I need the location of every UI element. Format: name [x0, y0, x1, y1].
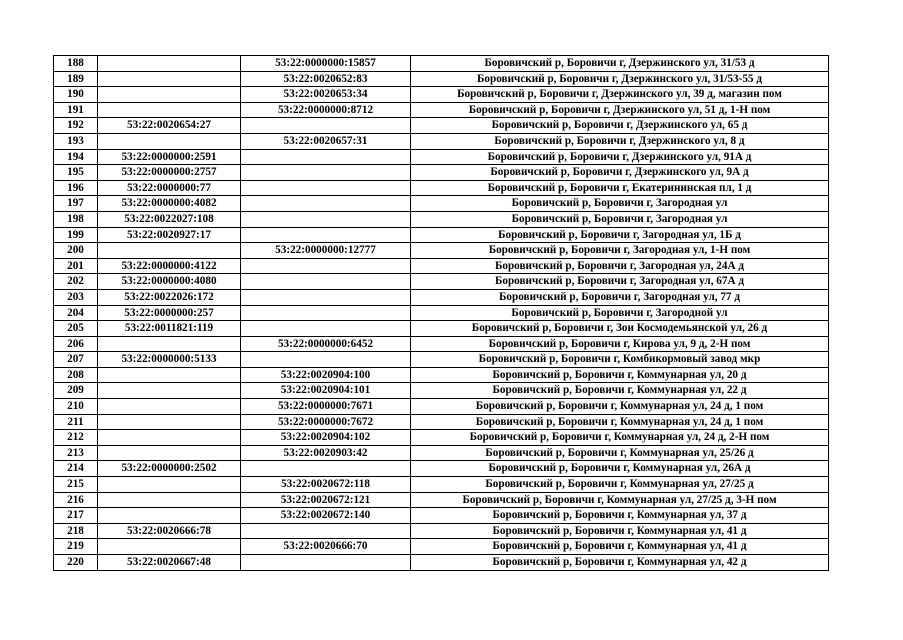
- address-cell: Боровичский р, Боровичи г, Зои Космодемьянской ул, 26 д: [411, 321, 829, 337]
- address-cell: Боровичский р, Боровичи г, Коммунарная ул, 24 д, 1 пом: [411, 414, 829, 430]
- cadastral-number-alt-cell: 53:22:0000000:7671: [241, 399, 411, 415]
- address-cell: Боровичский р, Боровичи г, Дзержинского ул, 39 д, магазин пом: [411, 87, 829, 103]
- table-row: [54, 289, 829, 305]
- cadastral-number-cell: [98, 87, 241, 103]
- table-row: [54, 211, 829, 227]
- cadastral-number-cell: 53:22:0022026:172: [98, 289, 241, 305]
- cadastral-number-cell: [98, 492, 241, 508]
- cadastral-number-cell: 53:22:0020927:17: [98, 227, 241, 243]
- cadastral-number-cell: [98, 508, 241, 524]
- table-row: [54, 461, 829, 477]
- address-cell: Боровичский р, Боровичи г, Дзержинского ул, 31/53-55 д: [411, 71, 829, 87]
- row-number-cell: 220: [54, 555, 98, 571]
- table-row: [54, 367, 829, 383]
- row-number-cell: 210: [54, 399, 98, 415]
- row-number-cell: 197: [54, 196, 98, 212]
- table-row: [54, 399, 829, 415]
- cadastral-number-alt-cell: [241, 211, 411, 227]
- cadastral-number-alt-cell: [241, 196, 411, 212]
- row-number-cell: 216: [54, 492, 98, 508]
- cadastral-number-cell: [98, 367, 241, 383]
- row-number-cell: 215: [54, 477, 98, 493]
- table-row: [54, 87, 829, 103]
- row-number-cell: 189: [54, 71, 98, 87]
- table-row: [54, 274, 829, 290]
- table-row: [54, 180, 829, 196]
- address-cell: Боровичский р, Боровичи г, Кирова ул, 9 д, 2-Н пом: [411, 336, 829, 352]
- address-cell: Боровичский р, Боровичи г, Коммунарная ул, 41 д: [411, 539, 829, 555]
- row-number-cell: 214: [54, 461, 98, 477]
- table-row: [54, 305, 829, 321]
- cadastral-number-cell: 53:22:0000000:77: [98, 180, 241, 196]
- cadastral-number-cell: [98, 133, 241, 149]
- table-row: [54, 555, 829, 571]
- table-row: [54, 227, 829, 243]
- cadastral-number-alt-cell: 53:22:0000000:15857: [241, 56, 411, 72]
- cadastral-number-alt-cell: [241, 461, 411, 477]
- row-number-cell: 203: [54, 289, 98, 305]
- table-row: [54, 523, 829, 539]
- cadastral-number-alt-cell: 53:22:0020904:100: [241, 367, 411, 383]
- address-cell: Боровичский р, Боровичи г, Коммунарная ул, 37 д: [411, 508, 829, 524]
- cadastral-number-alt-cell: [241, 118, 411, 134]
- address-cell: Боровичский р, Боровичи г, Дзержинского ул, 91А д: [411, 149, 829, 165]
- row-number-cell: 196: [54, 180, 98, 196]
- table-row: [54, 539, 829, 555]
- cadastral-number-alt-cell: 53:22:0020666:70: [241, 539, 411, 555]
- cadastral-number-alt-cell: 53:22:0020903:42: [241, 445, 411, 461]
- cadastral-number-cell: [98, 445, 241, 461]
- cadastral-number-alt-cell: 53:22:0000000:6452: [241, 336, 411, 352]
- row-number-cell: 204: [54, 305, 98, 321]
- cadastral-number-cell: 53:22:0000000:2591: [98, 149, 241, 165]
- cadastral-number-cell: 53:22:0000000:4082: [98, 196, 241, 212]
- cadastral-number-alt-cell: [241, 352, 411, 368]
- row-number-cell: 208: [54, 367, 98, 383]
- cadastral-number-cell: [98, 56, 241, 72]
- address-cell: Боровичский р, Боровичи г, Дзержинского ул, 65 д: [411, 118, 829, 134]
- address-cell: Боровичский р, Боровичи г, Комбикормовый завод мкр: [411, 352, 829, 368]
- table-row: [54, 196, 829, 212]
- row-number-cell: 188: [54, 56, 98, 72]
- cadastral-number-cell: [98, 243, 241, 259]
- row-number-cell: 193: [54, 133, 98, 149]
- cadastral-number-alt-cell: [241, 305, 411, 321]
- row-number-cell: 211: [54, 414, 98, 430]
- cadastral-number-cell: [98, 336, 241, 352]
- cadastral-number-cell: 53:22:0000000:4122: [98, 258, 241, 274]
- cadastral-number-cell: 53:22:0011821:119: [98, 321, 241, 337]
- table-row: [54, 430, 829, 446]
- address-cell: Боровичский р, Боровичи г, Загородная ул, 24А д: [411, 258, 829, 274]
- address-cell: Боровичский р, Боровичи г, Коммунарная ул, 24 д, 2-Н пом: [411, 430, 829, 446]
- cadastral-number-alt-cell: 53:22:0020672:140: [241, 508, 411, 524]
- row-number-cell: 218: [54, 523, 98, 539]
- table-row: [54, 414, 829, 430]
- row-number-cell: 195: [54, 165, 98, 181]
- row-number-cell: 205: [54, 321, 98, 337]
- cadastral-number-cell: 53:22:0000000:5133: [98, 352, 241, 368]
- row-number-cell: 213: [54, 445, 98, 461]
- row-number-cell: 200: [54, 243, 98, 259]
- table-row: [54, 492, 829, 508]
- cadastral-number-alt-cell: 53:22:0020672:121: [241, 492, 411, 508]
- cadastral-number-alt-cell: 53:22:0020904:101: [241, 383, 411, 399]
- cadastral-number-cell: [98, 102, 241, 118]
- cadastral-number-alt-cell: [241, 523, 411, 539]
- row-number-cell: 202: [54, 274, 98, 290]
- address-cell: Боровичский р, Боровичи г, Коммунарная ул, 22 д: [411, 383, 829, 399]
- table-row: [54, 149, 829, 165]
- cadastral-number-alt-cell: [241, 274, 411, 290]
- address-cell: Боровичский р, Боровичи г, Загородная ул, 77 д: [411, 289, 829, 305]
- cadastral-number-cell: 53:22:0000000:2757: [98, 165, 241, 181]
- registry-table-body: [54, 56, 829, 571]
- row-number-cell: 219: [54, 539, 98, 555]
- row-number-cell: 191: [54, 102, 98, 118]
- cadastral-number-alt-cell: [241, 227, 411, 243]
- address-cell: Боровичский р, Боровичи г, Дзержинского ул, 31/53 д: [411, 56, 829, 72]
- address-cell: Боровичский р, Боровичи г, Дзержинского ул, 8 д: [411, 133, 829, 149]
- row-number-cell: 206: [54, 336, 98, 352]
- row-number-cell: 190: [54, 87, 98, 103]
- row-number-cell: 209: [54, 383, 98, 399]
- cadastral-number-alt-cell: 53:22:0020652:83: [241, 71, 411, 87]
- table-row: [54, 336, 829, 352]
- property-registry-table: [53, 55, 829, 571]
- table-row: [54, 321, 829, 337]
- cadastral-number-alt-cell: 53:22:0000000:12777: [241, 243, 411, 259]
- cadastral-number-cell: 53:22:0022027:108: [98, 211, 241, 227]
- cadastral-number-alt-cell: [241, 165, 411, 181]
- address-cell: Боровичский р, Боровичи г, Загородная ул, 1Б д: [411, 227, 829, 243]
- address-cell: Боровичский р, Боровичи г, Загородная ул, 1-Н пом: [411, 243, 829, 259]
- cadastral-number-cell: [98, 383, 241, 399]
- address-cell: Боровичский р, Боровичи г, Загородная ул, 67А д: [411, 274, 829, 290]
- cadastral-number-cell: [98, 539, 241, 555]
- cadastral-number-cell: 53:22:0000000:2502: [98, 461, 241, 477]
- table-row: [54, 56, 829, 72]
- row-number-cell: 192: [54, 118, 98, 134]
- row-number-cell: 199: [54, 227, 98, 243]
- row-number-cell: 194: [54, 149, 98, 165]
- cadastral-number-cell: 53:22:0020666:78: [98, 523, 241, 539]
- address-cell: Боровичский р, Боровичи г, Коммунарная ул, 25/26 д: [411, 445, 829, 461]
- row-number-cell: 201: [54, 258, 98, 274]
- cadastral-number-alt-cell: [241, 555, 411, 571]
- cadastral-number-cell: [98, 399, 241, 415]
- cadastral-number-alt-cell: [241, 180, 411, 196]
- cadastral-number-cell: [98, 71, 241, 87]
- table-row: [54, 133, 829, 149]
- cadastral-number-alt-cell: 53:22:0020904:102: [241, 430, 411, 446]
- address-cell: Боровичский р, Боровичи г, Дзержинского ул, 51 д, 1-Н пом: [411, 102, 829, 118]
- address-cell: Боровичский р, Боровичи г, Загородная ул: [411, 196, 829, 212]
- table-row: [54, 508, 829, 524]
- cadastral-number-alt-cell: 53:22:0020672:118: [241, 477, 411, 493]
- cadastral-number-alt-cell: [241, 149, 411, 165]
- table-row: [54, 352, 829, 368]
- cadastral-number-alt-cell: [241, 258, 411, 274]
- cadastral-number-alt-cell: 53:22:0000000:7672: [241, 414, 411, 430]
- address-cell: Боровичский р, Боровичи г, Коммунарная ул, 26А д: [411, 461, 829, 477]
- address-cell: Боровичский р, Боровичи г, Дзержинского ул, 9А д: [411, 165, 829, 181]
- cadastral-number-cell: 53:22:0020667:48: [98, 555, 241, 571]
- address-cell: Боровичский р, Боровичи г, Коммунарная ул, 24 д, 1 пом: [411, 399, 829, 415]
- row-number-cell: 207: [54, 352, 98, 368]
- address-cell: Боровичский р, Боровичи г, Коммунарная ул, 20 д: [411, 367, 829, 383]
- cadastral-number-alt-cell: [241, 289, 411, 305]
- row-number-cell: 217: [54, 508, 98, 524]
- address-cell: Боровичский р, Боровичи г, Екатерининская пл, 1 д: [411, 180, 829, 196]
- table-row: [54, 243, 829, 259]
- address-cell: Боровичский р, Боровичи г, Коммунарная ул, 27/25 д, 3-Н пом: [411, 492, 829, 508]
- cadastral-number-alt-cell: 53:22:0000000:8712: [241, 102, 411, 118]
- table-row: [54, 102, 829, 118]
- cadastral-number-alt-cell: 53:22:0020653:34: [241, 87, 411, 103]
- table-row: [54, 118, 829, 134]
- table-row: [54, 477, 829, 493]
- cadastral-number-cell: 53:22:0000000:257: [98, 305, 241, 321]
- cadastral-number-cell: [98, 414, 241, 430]
- table-row: [54, 383, 829, 399]
- address-cell: Боровичский р, Боровичи г, Коммунарная ул, 27/25 д: [411, 477, 829, 493]
- row-number-cell: 198: [54, 211, 98, 227]
- row-number-cell: 212: [54, 430, 98, 446]
- cadastral-number-cell: 53:22:0000000:4080: [98, 274, 241, 290]
- address-cell: Боровичский р, Боровичи г, Коммунарная ул, 42 д: [411, 555, 829, 571]
- table-row: [54, 445, 829, 461]
- table-row: [54, 258, 829, 274]
- cadastral-number-alt-cell: [241, 321, 411, 337]
- cadastral-number-cell: [98, 477, 241, 493]
- table-row: [54, 165, 829, 181]
- cadastral-number-cell: 53:22:0020654:27: [98, 118, 241, 134]
- address-cell: Боровичский р, Боровичи г, Загородная ул: [411, 211, 829, 227]
- address-cell: Боровичский р, Боровичи г, Загородной ул: [411, 305, 829, 321]
- cadastral-number-alt-cell: 53:22:0020657:31: [241, 133, 411, 149]
- address-cell: Боровичский р, Боровичи г, Коммунарная ул, 41 д: [411, 523, 829, 539]
- cadastral-number-cell: [98, 430, 241, 446]
- table-row: [54, 71, 829, 87]
